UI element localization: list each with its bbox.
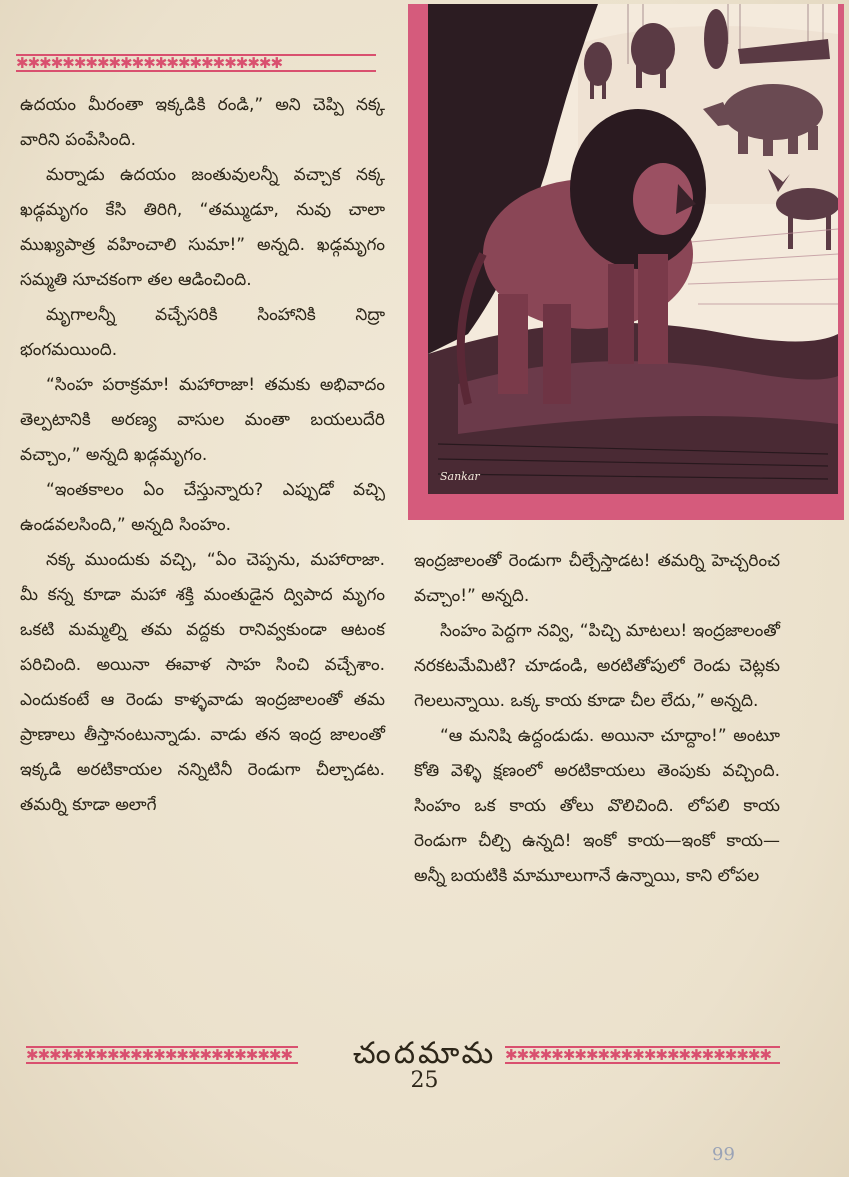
artist-signature: Sankar: [440, 470, 480, 483]
paragraph: మృగాలన్నీ వచ్చేసరికి సింహానికి నిద్రా భంగమయింది.: [20, 305, 385, 360]
left-text-column: [20, 88, 385, 823]
right-text-column: [414, 544, 780, 894]
paragraph: “ఇంతకాలం ఏం చేస్తున్నారు? ఎప్పుడో వచ్చి ఉండవలసింది,” అన్నది సింహం.: [20, 480, 385, 535]
footer-ornament-right: ✱✱✱✱✱✱✱✱✱✱✱✱✱✱✱✱✱✱✱✱✱✱✱: [505, 1046, 780, 1064]
footer-ornament-left: ✱✱✱✱✱✱✱✱✱✱✱✱✱✱✱✱✱✱✱✱✱✱✱: [26, 1046, 298, 1064]
magazine-title: చందమామ: [352, 1036, 497, 1071]
top-ornament-border: ✱✱✱✱✱✱✱✱✱✱✱✱✱✱✱✱✱✱✱✱✱✱✱: [16, 54, 376, 72]
illustration-frame: [408, 4, 844, 520]
page-number: 25: [410, 1068, 439, 1093]
paragraph: “ఆ మనిషి ఉద్దండుడు. అయినా చూద్దాం!” అంటూ కోతి వెళ్ళి క్షణంలో అరటికాయలు తెంపుకు వచ్చింది. సింహం ఒక కాయ తోలు వొలిచింది. లోపలి కాయ రెండుగా చీల్చి ఉన్నది! ఇంకో కాయ—ఇంకో కాయ—అన్నీ బయటికి మామూలుగానే ఉన్నాయి, కాని లోపల: [414, 726, 780, 886]
lion-scene-image: [428, 4, 838, 494]
marginal-note: 99: [712, 1144, 735, 1165]
paragraph: నక్క ముందుకు వచ్చి, “ఏం చెప్పను, మహారాజా. మీ కన్న కూడా మహా శక్తి మంతుడైన ద్విపాద మృగం ఒకటి మమ్మల్ని తమ వద్దకు రానివ్వకుండా ఆటంక పరిచింది. అయినా ఈవాళ సాహ సించి వచ్చేశాం. ఎందుకంటే ఆ రెండు కాళ్ళవాడు ఇంద్రజాలంతో తమ ప్రాణాలు తీస్తానంటున్నాడు. వాడు తన ఇంద్ర జాలంతో ఇక్కడి అరటికాయల నన్నిటినీ రెండుగా చీల్చాడట. తమర్ని కూడా అలాగే: [20, 550, 385, 815]
paragraph: “సింహ పరాక్రమా! మహారాజా! తమకు అభివాదం తెల్పటానికి అరణ్య వాసుల మంతా బయలుదేరి వచ్చాం,” అన్నది ఖడ్గమృగం.: [20, 375, 385, 465]
paragraph: మర్నాడు ఉదయం జంతువులన్నీ వచ్చాక నక్క ఖడ్గమృగం కేసి తిరిగి, “తమ్ముడూ, నువు చాలా ముఖ్యపాత్ర వహించాలి సుమా!” అన్నది. ఖడ్గమృగం సమ్మతి సూచకంగా తల ఆడించింది.: [20, 165, 385, 290]
paragraph: ఇంద్రజాలంతో రెండుగా చీల్చేస్తాడట! తమర్ని హెచ్చరించ వచ్చాం!” అన్నది.: [414, 551, 780, 606]
lion-illustration: [428, 4, 838, 494]
paragraph: సింహం పెద్దగా నవ్వి, “పిచ్చి మాటలు! ఇంద్రజాలంతో నరకటమేమిటి? చూడండి, అరటితోపులో రెండు చెట్లకు గెలలున్నాయి. ఒక్క కాయ కూడా చీల లేదు,” అన్నది.: [414, 621, 780, 711]
paragraph: ఉదయం మీరంతా ఇక్కడికి రండి,” అని చెప్పి నక్క వారిని పంపేసింది.: [20, 95, 385, 150]
